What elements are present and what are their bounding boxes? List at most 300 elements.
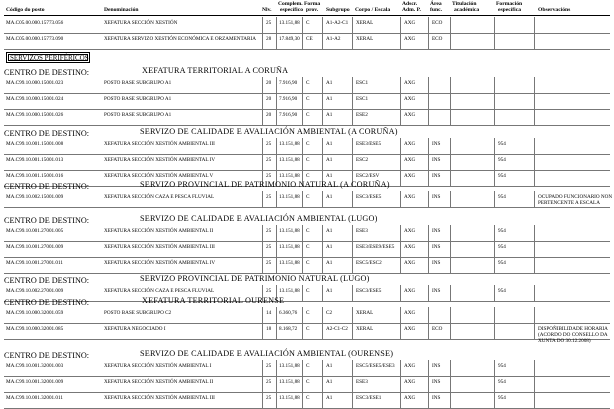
cell-denominacion: POSTO BASE SUBGRUPO A1 <box>104 96 172 102</box>
cell-forma: C <box>306 244 310 250</box>
cell-border <box>302 392 304 408</box>
cell-adscr: AXG <box>404 288 416 294</box>
section-heading <box>4 214 378 225</box>
cell-border <box>400 307 402 323</box>
cell-border <box>534 93 536 109</box>
cell-border <box>302 17 304 33</box>
cell-border <box>322 109 324 125</box>
cell-forma: C <box>306 112 310 118</box>
table-row <box>4 376 610 393</box>
cell-formacion: 954 <box>498 379 506 385</box>
cell-border <box>450 138 452 154</box>
cell-border <box>276 241 278 257</box>
cell-border <box>400 285 402 301</box>
cell-adscr: AXG <box>404 36 416 42</box>
cell-adscr: AXG <box>404 363 416 369</box>
cell-adscr: AXG <box>404 228 416 234</box>
cell-border <box>494 109 496 125</box>
cell-border <box>262 191 264 207</box>
cell-border <box>262 257 264 273</box>
cell-formacion: 954 <box>498 288 506 294</box>
cell-nivel: 25 <box>266 260 272 266</box>
cell-border <box>534 392 536 408</box>
cell-border <box>450 17 452 33</box>
cell-border <box>494 17 496 33</box>
cell-border <box>322 241 324 257</box>
cell-subgrupo: A1-A2-C1 <box>326 20 349 26</box>
cell-border <box>262 392 264 408</box>
cell-corpo: ESC5/ESC2 <box>356 260 382 266</box>
cell-observacions: OCUPADO FUNCIONARIO NON PERTENCENTE A ESCALA <box>538 194 613 206</box>
cell-border <box>494 154 496 170</box>
cell-denominacion: POSTO BASE SUBGRUPO A1 <box>104 80 172 86</box>
cell-border <box>450 154 452 170</box>
cell-complemento: 8.168,72 <box>279 326 298 332</box>
cell-border <box>534 170 536 186</box>
cell-border <box>302 241 304 257</box>
cell-border <box>428 257 430 273</box>
cell-border <box>494 138 496 154</box>
cell-border <box>450 93 452 109</box>
header-corpo: Corpo / Escala <box>355 7 391 13</box>
cell-border <box>262 360 264 376</box>
cell-area: INS <box>432 173 441 179</box>
cell-border <box>428 170 430 186</box>
cell-border <box>494 285 496 301</box>
cell-border <box>262 17 264 33</box>
cell-border <box>322 307 324 323</box>
cell-corpo: ESC2/ESV <box>356 173 380 179</box>
cell-complemento: 13.151,88 <box>279 20 300 26</box>
header-formacion-2: específica <box>498 7 521 13</box>
cell-border <box>534 241 536 257</box>
cell-complemento: 13.151,88 <box>279 260 300 266</box>
cell-border <box>494 323 496 339</box>
cell-border <box>450 323 452 339</box>
cell-border <box>352 241 354 257</box>
cell-border <box>494 392 496 408</box>
cell-border <box>494 257 496 273</box>
cell-border <box>534 285 536 301</box>
cell-border <box>276 33 278 49</box>
cell-border <box>428 154 430 170</box>
section-title: SERVIZO DE CALIDADE E AVALIACIÓN AMBIENTAL (OURENSE) <box>140 349 394 358</box>
header-nivel: Nlv. <box>262 7 272 13</box>
cell-codigo: MA.C99.10.000.15001.026 <box>6 112 64 118</box>
section-title: SERVIZO PROVINCIAL DE PATRIMONIO NATURAL (LUGO) <box>140 274 370 283</box>
cell-area: INS <box>432 228 441 234</box>
header-adscr-1: Adscr. <box>402 1 418 7</box>
cell-forma: C <box>306 228 310 234</box>
cell-denominacion: XEFATURA SECCIÓN XESTIÓN AMBIENTAL III <box>104 395 215 401</box>
cell-border <box>352 225 354 241</box>
cell-corpo: ESE3/ESE9/ESE5 <box>356 244 395 250</box>
cell-border <box>322 154 324 170</box>
cell-border <box>450 191 452 207</box>
cell-codigo: MA.C99.10.001.32001.011 <box>6 395 64 401</box>
cell-border <box>534 376 536 392</box>
cell-border <box>400 225 402 241</box>
header-titulacion-2: académica <box>454 7 480 13</box>
cell-border <box>302 376 304 392</box>
cell-formacion: 954 <box>498 363 506 369</box>
cell-border <box>428 392 430 408</box>
cell-border <box>276 360 278 376</box>
cell-forma: C <box>306 260 310 266</box>
cell-formacion: 954 <box>498 157 506 163</box>
table-row <box>4 109 610 126</box>
cell-corpo: XERAL <box>356 310 374 316</box>
cell-border <box>352 93 354 109</box>
cell-border <box>276 392 278 408</box>
cell-codigo: MA.C99.10.001.27001.011 <box>6 260 64 266</box>
cell-border <box>450 392 452 408</box>
cell-corpo: ESC3/ESE1 <box>356 395 382 401</box>
cell-border <box>262 154 264 170</box>
table-row <box>4 360 610 377</box>
cell-codigo: MA.C99.10.001.32001.009 <box>6 379 64 385</box>
cell-border <box>400 33 402 49</box>
cell-border <box>262 109 264 125</box>
cell-subgrupo: A1 <box>326 80 333 86</box>
cell-border <box>276 109 278 125</box>
cell-border <box>352 376 354 392</box>
cell-nivel: 14 <box>266 310 272 316</box>
cell-complemento: 13.151,88 <box>279 228 300 234</box>
cell-border <box>322 17 324 33</box>
cell-border <box>428 138 430 154</box>
cell-border <box>428 33 430 49</box>
cell-complemento: 13.151,88 <box>279 141 300 147</box>
cell-border <box>276 225 278 241</box>
cell-border <box>428 17 430 33</box>
cell-area: INS <box>432 260 441 266</box>
cell-corpo: ESC1 <box>356 80 369 86</box>
cell-border <box>400 109 402 125</box>
cell-border <box>322 376 324 392</box>
cell-subgrupo: A2-C1-C2 <box>326 326 348 332</box>
cell-border <box>534 77 536 93</box>
cell-forma: CE <box>306 36 313 42</box>
cell-corpo: ESE3 <box>356 379 368 385</box>
cell-border <box>262 33 264 49</box>
cell-border <box>450 376 452 392</box>
section-title: SERVIZO PROVINCIAL DE PATRIMONIO NATURAL (A CORUÑA) <box>140 180 390 189</box>
cell-border <box>400 376 402 392</box>
cell-adscr: AXG <box>404 244 416 250</box>
cell-border <box>428 376 430 392</box>
cell-border <box>450 109 452 125</box>
cell-forma: C <box>306 173 310 179</box>
header-area-1: Área <box>430 1 442 7</box>
cell-border <box>302 77 304 93</box>
cell-border <box>494 170 496 186</box>
cell-adscr: AXG <box>404 395 416 401</box>
cell-area: INS <box>432 379 441 385</box>
header-observacions: Observacións <box>538 7 571 13</box>
section-label: CENTRO DE DESTINO: <box>4 182 90 191</box>
section-heading <box>4 274 370 285</box>
cell-adscr: AXG <box>404 260 416 266</box>
cell-area: INS <box>432 395 441 401</box>
cell-codigo: MA.C99.10.001.32001.003 <box>6 363 64 369</box>
cell-formacion: 954 <box>498 395 506 401</box>
cell-border <box>352 392 354 408</box>
cell-border <box>322 33 324 49</box>
cell-complemento: 6.360,76 <box>279 310 298 316</box>
cell-border <box>276 307 278 323</box>
cell-denominacion: XEFATURA NEGOCIADO I <box>104 326 166 332</box>
cell-adscr: AXG <box>404 141 416 147</box>
cell-complemento: 7.916,90 <box>279 80 298 86</box>
cell-border <box>534 191 536 207</box>
cell-border <box>302 225 304 241</box>
cell-border <box>534 323 536 339</box>
cell-border <box>400 323 402 339</box>
cell-border <box>352 360 354 376</box>
cell-border <box>428 241 430 257</box>
cell-border <box>494 241 496 257</box>
cell-forma: C <box>306 194 310 200</box>
cell-border <box>534 154 536 170</box>
cell-area: ECO <box>432 20 443 26</box>
table-row <box>4 154 610 171</box>
cell-corpo: ESC5/ESE5/ESE3 <box>356 363 395 369</box>
cell-border <box>276 257 278 273</box>
cell-area: INS <box>432 194 441 200</box>
cell-border <box>494 225 496 241</box>
cell-border <box>262 241 264 257</box>
cell-corpo: XERAL <box>356 36 374 42</box>
cell-subgrupo: A1 <box>326 141 333 147</box>
cell-border <box>400 17 402 33</box>
perifericos-label: SERVIZOS PERIFÉRICOS <box>10 53 89 62</box>
cell-border <box>534 225 536 241</box>
cell-forma: C <box>306 20 310 26</box>
cell-border <box>534 360 536 376</box>
table-row <box>4 77 610 94</box>
cell-denominacion: XEFATURA SECCIÓN CAZA E PESCA FLUVIAL <box>104 194 215 200</box>
section-heading <box>4 180 390 191</box>
section-label: CENTRO DE DESTINO: <box>4 351 90 360</box>
section-label: CENTRO DE DESTINO: <box>4 129 90 138</box>
cell-nivel: 25 <box>266 20 272 26</box>
cell-border <box>400 138 402 154</box>
cell-nivel: 25 <box>266 288 272 294</box>
cell-subgrupo: A1 <box>326 228 333 234</box>
cell-border <box>302 191 304 207</box>
cell-codigo: MA.C99.10.001.27001.005 <box>6 228 64 234</box>
cell-denominacion: XEFATURA SECCIÓN XESTIÓN <box>104 20 178 26</box>
cell-codigo: MA.C99.10.002.15001.009 <box>6 194 64 200</box>
cell-codigo: MA.C99.10.001.15001.008 <box>6 141 64 147</box>
cell-border <box>400 392 402 408</box>
cell-border <box>322 360 324 376</box>
cell-border <box>302 33 304 49</box>
cell-border <box>262 307 264 323</box>
section-label: CENTRO DE DESTINO: <box>4 68 90 77</box>
cell-adscr: AXG <box>404 326 416 332</box>
cell-border <box>400 93 402 109</box>
cell-border <box>276 154 278 170</box>
cell-complemento: 13.151,88 <box>279 173 300 179</box>
cell-nivel: 25 <box>266 244 272 250</box>
cell-border <box>302 109 304 125</box>
cell-corpo: XERAL <box>356 326 374 332</box>
cell-border <box>276 17 278 33</box>
cell-border <box>352 154 354 170</box>
table-row <box>4 17 610 34</box>
table-row <box>4 225 610 242</box>
cell-area: INS <box>432 157 441 163</box>
cell-adscr: AXG <box>404 20 416 26</box>
cell-border <box>450 241 452 257</box>
header-codigo: Código do posto <box>6 7 45 13</box>
cell-adscr: AXG <box>404 112 416 118</box>
cell-area: ECO <box>432 326 443 332</box>
cell-denominacion: XEFATURA SECCIÓN XESTIÓN AMBIENTAL II <box>104 228 214 234</box>
cell-subgrupo: A1 <box>326 157 333 163</box>
cell-complemento: 13.151,88 <box>279 363 300 369</box>
header-forma-1: Forma <box>304 1 321 7</box>
section-title: XEFATURA TERRITORIAL OURENSE <box>142 296 285 305</box>
section-label: CENTRO DE DESTINO: <box>4 298 90 307</box>
cell-forma: C <box>306 310 310 316</box>
cell-border <box>450 77 452 93</box>
cell-border <box>322 285 324 301</box>
cell-forma: C <box>306 141 310 147</box>
cell-border <box>494 307 496 323</box>
section-heading <box>4 127 398 138</box>
cell-codigo: MA.C99.10.000.15001.023 <box>6 80 64 86</box>
perifericos-box <box>6 52 90 63</box>
cell-nivel: 18 <box>266 326 272 332</box>
cell-border <box>450 225 452 241</box>
cell-border <box>400 257 402 273</box>
cell-border <box>534 33 536 49</box>
table-row <box>4 257 610 274</box>
header-complemento-2: específico <box>280 7 303 13</box>
cell-border <box>302 138 304 154</box>
header-area-2: func. <box>430 7 442 13</box>
cell-adscr: AXG <box>404 379 416 385</box>
cell-area: INS <box>432 288 441 294</box>
cell-border <box>262 138 264 154</box>
cell-denominacion: XEFATURA SECCIÓN XESTIÓN AMBIENTAL IV <box>104 157 216 163</box>
cell-subgrupo: A1 <box>326 244 333 250</box>
cell-denominacion: XEFATURA SECCIÓN XESTIÓN AMBIENTAL I <box>104 363 212 369</box>
cell-border <box>302 360 304 376</box>
cell-border <box>276 376 278 392</box>
cell-forma: C <box>306 363 310 369</box>
table-row <box>4 241 610 258</box>
section-heading <box>4 66 289 77</box>
cell-border <box>352 138 354 154</box>
cell-border <box>352 323 354 339</box>
cell-corpo: ESC3/ESE5 <box>356 288 382 294</box>
cell-border <box>534 257 536 273</box>
cell-forma: C <box>306 288 310 294</box>
cell-border <box>322 225 324 241</box>
cell-border <box>428 109 430 125</box>
cell-codigo: MA.C99.10.002.27001.009 <box>6 288 64 294</box>
table-row <box>4 307 610 324</box>
cell-adscr: AXG <box>404 157 416 163</box>
cell-border <box>534 109 536 125</box>
cell-forma: C <box>306 326 310 332</box>
cell-border <box>400 170 402 186</box>
cell-border <box>450 257 452 273</box>
cell-border <box>322 93 324 109</box>
header-complemento-1: Complem. <box>278 1 303 7</box>
cell-nivel: 20 <box>266 80 272 86</box>
section-heading <box>4 296 285 307</box>
cell-adscr: AXG <box>404 173 416 179</box>
table-row <box>4 33 610 50</box>
table-row <box>4 285 610 302</box>
cell-adscr: AXG <box>404 96 416 102</box>
cell-complemento: 17.849,30 <box>279 36 300 42</box>
cell-border <box>400 154 402 170</box>
cell-border <box>302 154 304 170</box>
header-rule <box>4 15 610 16</box>
header-forma-2: prov. <box>306 7 319 13</box>
cell-border <box>400 191 402 207</box>
section-title: SERVIZO DE CALIDADE E AVALIACIÓN AMBIENTAL (A CORUÑA) <box>140 127 398 136</box>
cell-nivel: 25 <box>266 228 272 234</box>
cell-border <box>276 323 278 339</box>
cell-nivel: 25 <box>266 194 272 200</box>
cell-codigo: MA.C99.10.000.32001.085 <box>6 326 64 332</box>
cell-border <box>322 138 324 154</box>
cell-border <box>352 77 354 93</box>
cell-nivel: 25 <box>266 363 272 369</box>
cell-denominacion: XEFATURA SECCIÓN XESTIÓN AMBIENTAL III <box>104 141 215 147</box>
header-formacion-1: Formación <box>496 1 523 7</box>
cell-adscr: AXG <box>404 80 416 86</box>
cell-border <box>302 257 304 273</box>
cell-border <box>428 225 430 241</box>
cell-codigo: MA.C99.10.001.15001.016 <box>6 173 64 179</box>
cell-area: INS <box>432 363 441 369</box>
cell-nivel: 25 <box>266 173 272 179</box>
cell-subgrupo: A1 <box>326 395 333 401</box>
cell-border <box>262 323 264 339</box>
cell-border <box>428 360 430 376</box>
cell-border <box>352 285 354 301</box>
cell-border <box>428 77 430 93</box>
cell-border <box>276 191 278 207</box>
cell-border <box>400 360 402 376</box>
cell-complemento: 13.151,88 <box>279 194 300 200</box>
cell-border <box>276 138 278 154</box>
cell-border <box>352 109 354 125</box>
table-row <box>4 392 610 409</box>
cell-border <box>428 93 430 109</box>
cell-area: ECO <box>432 36 443 42</box>
cell-complemento: 13.151,88 <box>279 395 300 401</box>
cell-corpo: ESC3/ESE5 <box>356 194 382 200</box>
cell-border <box>262 93 264 109</box>
cell-border <box>450 33 452 49</box>
table-row <box>4 93 610 110</box>
cell-subgrupo: C2 <box>326 310 333 316</box>
cell-forma: C <box>306 96 310 102</box>
cell-complemento: 13.151,88 <box>279 157 300 163</box>
cell-nivel: 28 <box>266 36 272 42</box>
section-heading <box>4 349 394 360</box>
cell-nivel: 25 <box>266 379 272 385</box>
